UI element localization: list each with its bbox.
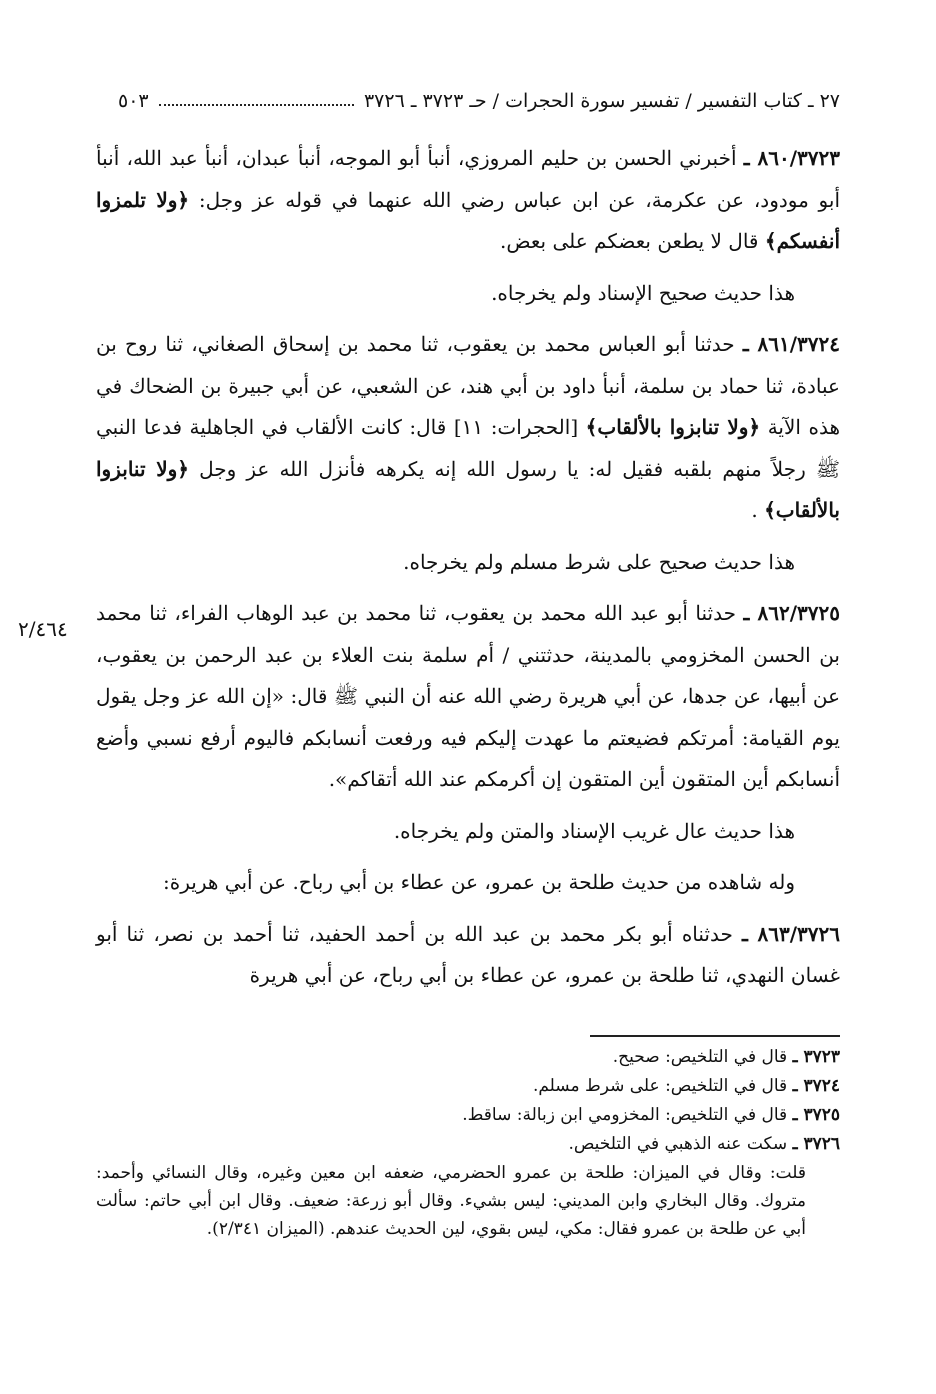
hadith-text-end: قال لا يطعن بعضكم على بعض. [500, 229, 765, 253]
footnote-comment: قلت: وقال في الميزان: طلحة بن عمرو الحضرمي، ضعفه ابن معين وغيره، وقال النسائي وأحمد: متروك. وقال البخاري وابن المديني: ليس بشيء. وقال أبو زرعة: ضعيف. وقال ابن أبي حاتم: سألت أبي عن طلحة بن عمرو فقال: مكي، ليس بقوي، لين الحديث عندهم. (الميزان ٢/٣٤١). [96, 1163, 806, 1239]
hadith-number: ٨٦٣/٣٧٢٦ ـ [741, 921, 840, 946]
hadith-text-end: . [328, 767, 336, 791]
quran-quote: ﴿ولا تلمزوا أنفسكم﴾ [96, 187, 840, 253]
footnotes [96, 1043, 840, 1243]
footnote-text: قال في التلخيص: المخزومي ابن زبالة: ساقط. [462, 1105, 793, 1125]
page-number: ٥٠٣ [118, 90, 149, 112]
hadith-quote: «إن الله عز وجل يقول يوم القيامة: أمرتكم فضيعتم ما عهدت إليكم فيه ورفعت أنسابكم فاليوم أرفع نسبي وأضع أنسابكم أين المتقون أين المتقون إن أكرمكم عند الله أتقاكم» [96, 684, 840, 791]
hadith-3725 [96, 593, 840, 801]
footnote-text: قال في التلخيص: صحيح. [612, 1047, 793, 1067]
running-header [118, 84, 840, 118]
footnote-number: ٣٧٢٥ ـ [792, 1105, 840, 1125]
margin-page-reference: ٢/٤٦٤ [18, 617, 68, 641]
hadith-ruling: هذا حديث صحيح على شرط مسلم ولم يخرجاه. [403, 549, 795, 574]
hadith-3724 [96, 324, 840, 532]
hadith-3723 [96, 138, 840, 263]
hadith-number: ٨٦١/٣٧٢٤ ـ [742, 332, 840, 356]
running-title: ٢٧ ـ كتاب التفسير / تفسير سورة الحجرات / حـ ٣٧٢٣ ـ ٣٧٢٦ [363, 90, 840, 112]
quran-quote: ﴿ولا تنابزوا بالألقاب﴾ [585, 415, 761, 439]
hadith-text: أخبرني الحسن بن حليم المروزي، أنبأ أبو الموجه، أنبأ عبدان، أنبأ عبد الله، أنبأ أبو مودود، عن عكرمة، عن ابن عباس رضي الله عنهما في قوله عز وجل: [96, 146, 841, 212]
hadith-text: حدثنا أبو العباس محمد بن يعقوب، ثنا محمد بن إسحاق الصغاني، ثنا روح بن عبادة، ثنا حماد بن سلمة، أنبأ داود بن أبي هند، عن الشعبي، عن أبي جبيرة بن الضحاك في هذه الآية [96, 332, 840, 439]
footnote [96, 1130, 840, 1159]
footnote-number: ٣٧٢٦ ـ [792, 1134, 840, 1154]
hadith-3726 [96, 914, 840, 997]
dotted-leader [159, 104, 354, 106]
main-text [96, 138, 840, 1007]
footnote [96, 1101, 840, 1130]
footnote-number: ٣٧٢٤ ـ [792, 1076, 840, 1096]
footnote [96, 1043, 840, 1072]
hadith-text: حدثنا أبو عبد الله محمد بن يعقوب، ثنا محمد بن عبد الوهاب الفراء، ثنا محمد بن الحسن المخزومي بالمدينة، حدثتني / أم سلمة بنت العلاء بن عبد الرحمن بن يعقوب، عن أبيها، عن جدها، عن أبي هريرة رضي الله عنه أن النبي ﷺ قال: [96, 601, 841, 708]
footnote-text: سكت عنه الذهبي في التلخيص. [568, 1134, 793, 1154]
footnote-text: قال في التلخيص: على شرط مسلم. [532, 1076, 793, 1096]
quran-quote-2: ﴿ولا تنابزوا بالألقاب﴾ [96, 456, 840, 522]
footnote-number: ٣٧٢٣ ـ [792, 1047, 840, 1067]
hadith-text-mid: [الحجرات: ١١] قال: كانت الألقاب في الجاهلية فدعا النبي ﷺ رجلاً منهم بلقبه فقيل له: يا رسول الله إنه يكرهه فأنزل الله عز وجل [96, 415, 841, 481]
footnote-separator [590, 1035, 840, 1037]
hadith-witness: وله شاهده من حديث طلحة بن عمرو، عن عطاء بن أبي رباح. عن أبي هريرة: [163, 870, 795, 894]
hadith-number: ٨٦٢/٣٧٢٥ ـ [743, 601, 840, 625]
hadith-ruling: هذا حديث عال غريب الإسناد والمتن ولم يخرجاه. [393, 818, 795, 843]
hadith-text-end: . [751, 498, 765, 522]
hadith-ruling: هذا حديث صحيح الإسناد ولم يخرجاه. [491, 280, 795, 305]
footnote [96, 1072, 840, 1101]
hadith-number: ٨٦٠/٣٧٢٣ ـ [743, 146, 840, 170]
hadith-text: حدثناه أبو بكر محمد بن عبد الله بن أحمد الحفيد، ثنا أحمد بن نصر، ثنا أبو غسان النهدي، ثنا طلحة بن عمرو، عن عطاء بن أبي رباح، عن أبي هريرة [96, 921, 840, 987]
